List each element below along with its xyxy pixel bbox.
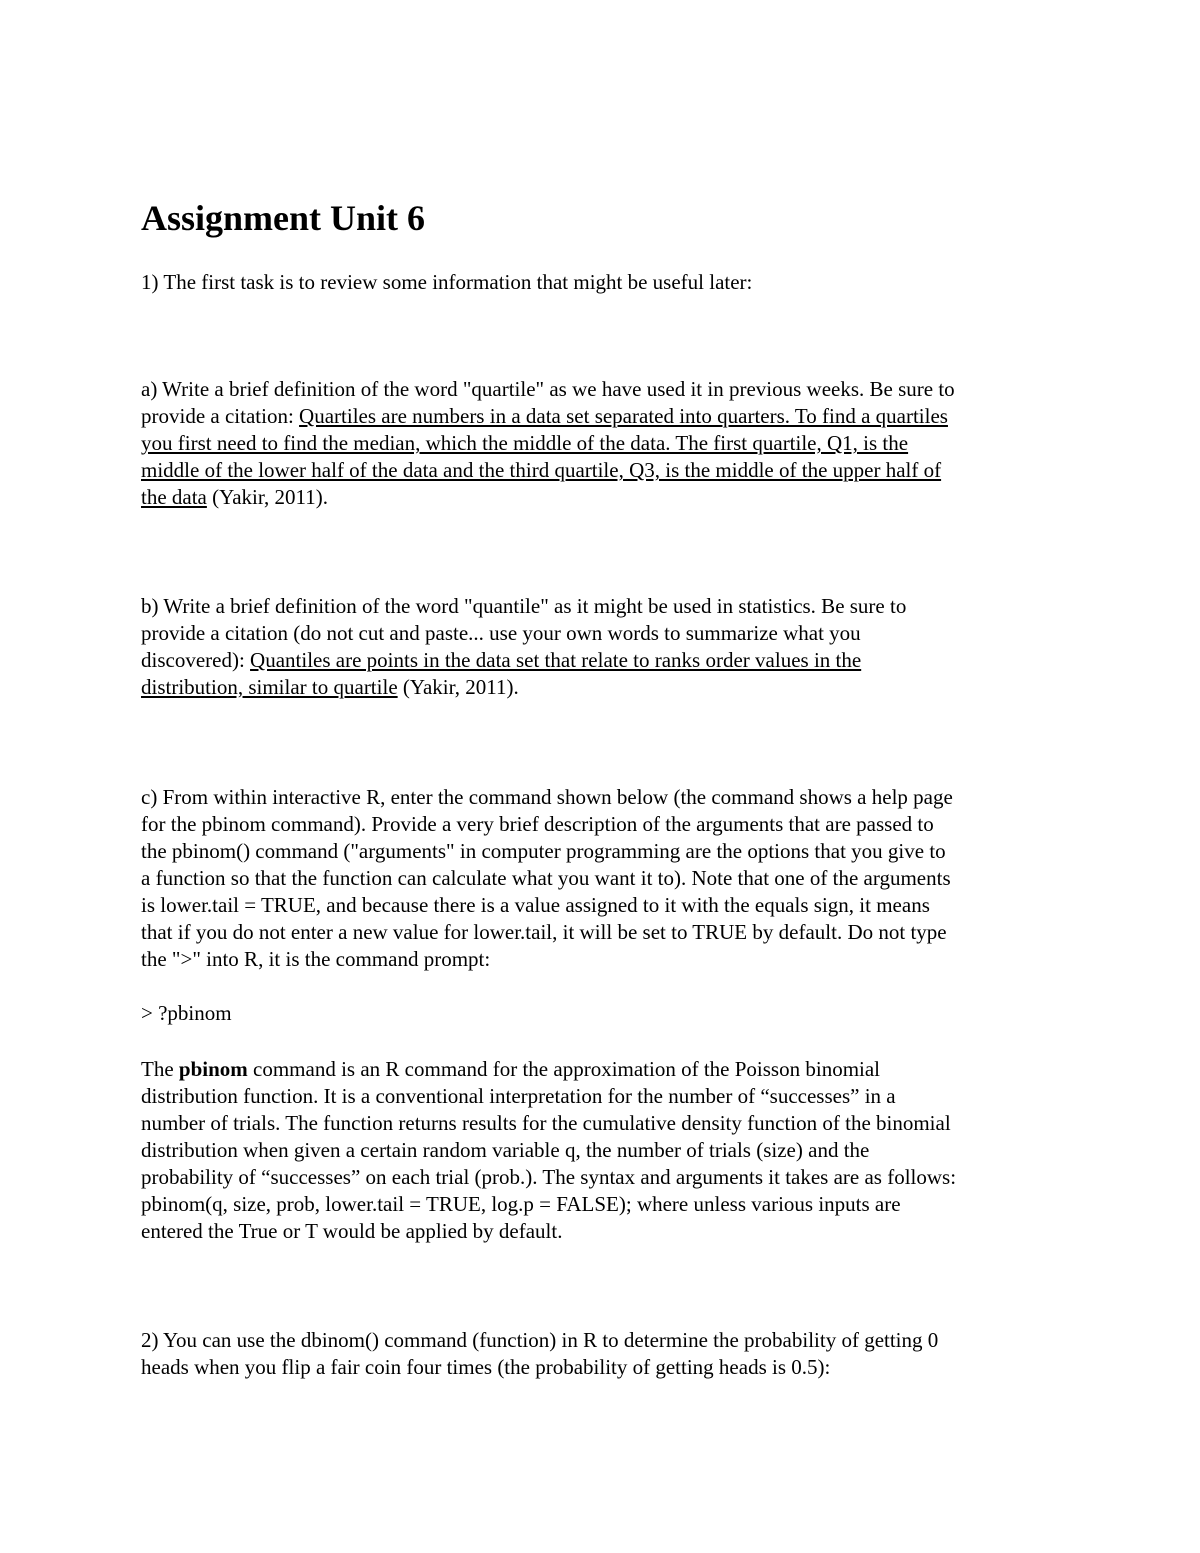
answer-line-1-post: command is an R command for the approximation of the Poisson binomial [247,1057,881,1081]
q1c-line-3: the pbinom() command ("arguments" in computer programming are the options that you give to [141,839,946,863]
pbinom-keyword: pbinom [178,1057,248,1081]
q1a-answer-line-4: middle of the lower half of the data and the third quartile, Q3, is the middle of the upper half of [141,458,942,482]
q2-line-2: heads when you flip a fair coin four times (the probability of getting heads is 0.5): [141,1355,831,1379]
answer-line-2: distribution function. It is a conventional interpretation for the number of “successes” in a [141,1084,896,1108]
q1b-line-2: provide a citation (do not cut and paste... use your own words to summarize what you [141,621,861,645]
q1a-citation: (Yakir, 2011). [206,485,328,509]
answer-line-4: distribution when given a certain random variable q, the number of trials (size) and the [141,1138,870,1162]
answer-line-3: number of trials. The function returns results for the cumulative density function of the binomial [141,1111,951,1135]
q1b-line-3 [141,647,861,674]
q1b-answer-start: Quantiles are points in the data set that relate to ranks order values in the [250,648,862,672]
q1-intro: 1) The first task is to review some information that might be useful later: [141,270,753,294]
q1a-line-5 [141,484,328,511]
q1b-answer-end: distribution, similar to quartile [141,675,398,699]
answer-line-1-pre: The [141,1057,179,1081]
q1c-line-2: for the pbinom command). Provide a very brief description of the arguments that are passed to [141,812,934,836]
q1a-line-2 [141,403,948,430]
r-command: > ?pbinom [141,1001,232,1025]
q1c-line-5: is lower.tail = TRUE, and because there is a value assigned to it with the equals sign, it means [141,893,930,917]
page-title: Assignment Unit 6 [141,198,426,238]
q1a-answer-end: the data [141,485,207,509]
q2-line-1: 2) You can use the dbinom() command (function) in R to determine the probability of getting 0 [141,1328,939,1352]
q1b-line-3-text: discovered): [141,648,251,672]
q1c-line-6: that if you do not enter a new value for lower.tail, it will be set to TRUE by default. Do not type [141,920,947,944]
q1a-line-1: a) Write a brief definition of the word "quartile" as we have used it in previous weeks. Be sure to [141,377,955,401]
q1b-line-4 [141,674,519,701]
answer-line-6: pbinom(q, size, prob, lower.tail = TRUE, log.p = FALSE); where unless various inputs are [141,1192,901,1216]
q1a-answer-line-3: you first need to find the median, which the middle of the data. The first quartile, Q1, is the [141,431,909,455]
q1a-line-2-text: provide a citation: [141,404,300,428]
q1c-line-4: a function so that the function can calculate what you want it to). Note that one of the arguments [141,866,951,890]
q1c-line-7: the ">" into R, it is the command prompt: [141,947,491,971]
q1a-answer-start: Quartiles are numbers in a data set separated into quarters. To find a quartiles [299,404,948,428]
answer-line-7: entered the True or T would be applied by default. [141,1219,563,1243]
answer-line-1 [141,1056,880,1083]
answer-line-5: probability of “successes” on each trial (prob.). The syntax and arguments it takes are as follows: [141,1165,957,1189]
q1b-line-1: b) Write a brief definition of the word "quantile" as it might be used in statistics. Be sure to [141,594,907,618]
q1b-citation: (Yakir, 2011). [397,675,519,699]
q1c-line-1: c) From within interactive R, enter the command shown below (the command shows a help page [141,785,953,809]
